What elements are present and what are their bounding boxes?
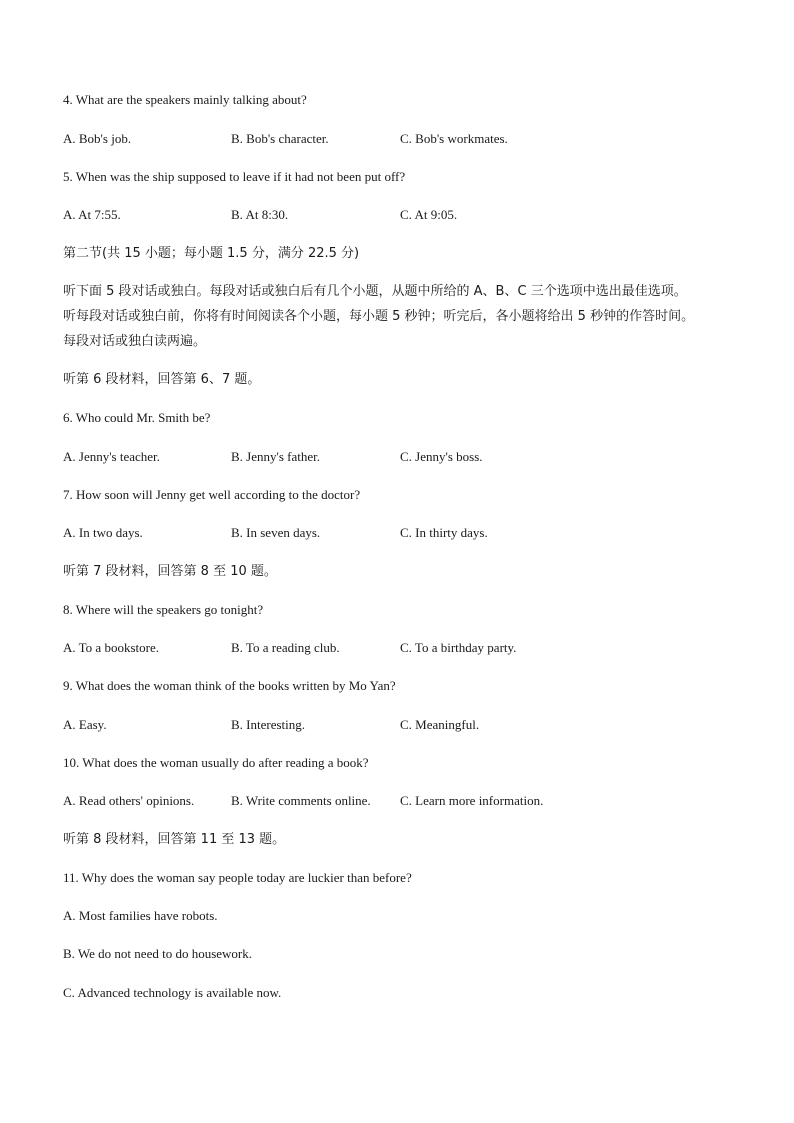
section-2-title: 第二节(共 15 小题；每小题 1.5 分，满分 22.5 分) — [63, 246, 360, 261]
options-4 — [0, 131, 794, 147]
question-11: 11. Why does the woman say people today are luckier than before? — [63, 870, 412, 885]
option-8-a: A. To a bookstore. — [63, 640, 159, 655]
option-8-c: C. To a birthday party. — [400, 640, 517, 655]
option-10-a: A. Read others' opinions. — [63, 793, 195, 808]
options-8 — [0, 640, 794, 656]
passage-7-heading: 听第 7 段材料，回答第 8 至 10 题。 — [63, 564, 277, 579]
option-4-c: C. Bob's workmates. — [400, 131, 508, 146]
option-7-b: B. In seven days. — [231, 525, 321, 540]
option-5-c: C. At 9:05. — [400, 207, 458, 222]
option-5-a: A. At 7:55. — [63, 207, 121, 222]
option-6-b: B. Jenny's father. — [231, 449, 320, 464]
option-11-b: B. We do not need to do housework. — [63, 946, 252, 961]
question-9: 9. What does the woman think of the books written by Mo Yan? — [63, 678, 396, 693]
question-5: 5. When was the ship supposed to leave if it had not been put off? — [63, 169, 406, 184]
option-6-a: A. Jenny's teacher. — [63, 449, 160, 464]
option-9-b: B. Interesting. — [231, 717, 306, 732]
option-7-c: C. In thirty days. — [400, 525, 488, 540]
option-8-b: B. To a reading club. — [231, 640, 340, 655]
option-6-c: C. Jenny's boss. — [400, 449, 483, 464]
options-10 — [0, 793, 794, 809]
option-10-b: B. Write comments online. — [231, 793, 371, 808]
option-9-a: A. Easy. — [63, 717, 107, 732]
options-9 — [0, 717, 794, 733]
option-5-b: B. At 8:30. — [231, 207, 289, 222]
option-11-a: A. Most families have robots. — [63, 908, 218, 923]
question-10: 10. What does the woman usually do after reading a book? — [63, 755, 369, 770]
section-2-instruction-1: 听下面 5 段对话或独白。每段对话或独白后有几个小题，从题中所给的 A、B、C 三个选项中选出最佳选项。 — [63, 284, 687, 299]
options-7 — [0, 525, 794, 541]
question-6: 6. Who could Mr. Smith be? — [63, 410, 211, 425]
option-4-a: A. Bob's job. — [63, 131, 132, 146]
section-2-instruction-2: 听每段对话或独白前，你将有时间阅读各个小题，每小题 5 秒钟；听完后，各小题将给出 5 秒钟的作答时间。 — [63, 309, 695, 324]
passage-8-heading: 听第 8 段材料，回答第 11 至 13 题。 — [63, 832, 286, 847]
section-2-instruction-3: 每段对话或独白读两遍。 — [63, 334, 207, 349]
option-10-c: C. Learn more information. — [400, 793, 544, 808]
options-6 — [0, 449, 794, 465]
options-5 — [0, 207, 794, 223]
option-4-b: B. Bob's character. — [231, 131, 329, 146]
question-8: 8. Where will the speakers go tonight? — [63, 602, 264, 617]
passage-6-heading: 听第 6 段材料，回答第 6、7 题。 — [63, 372, 261, 387]
question-4: 4. What are the speakers mainly talking about? — [63, 92, 307, 107]
question-7: 7. How soon will Jenny get well according to the doctor? — [63, 487, 361, 502]
option-7-a: A. In two days. — [63, 525, 143, 540]
option-9-c: C. Meaningful. — [400, 717, 480, 732]
option-11-c: C. Advanced technology is available now. — [63, 985, 282, 1000]
